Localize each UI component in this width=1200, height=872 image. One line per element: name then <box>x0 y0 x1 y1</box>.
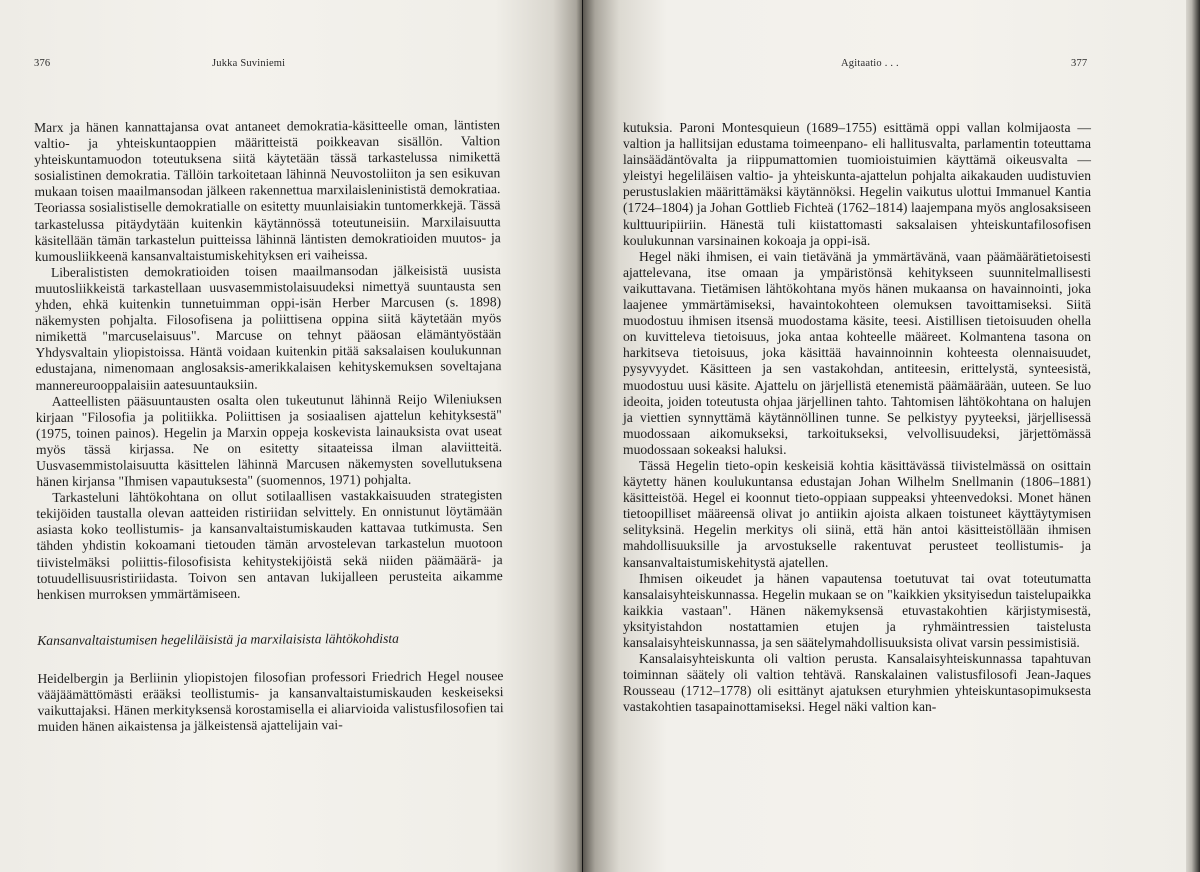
paragraph: Kansalaisyhteiskunta oli valtion perusta. Kansalaisyhteiskunnassa tapahtuvan toiminnan säätely oli valtion tehtävä. Ranskalainen valistusfilosofi Jean-Jaques Rousseau (1712–1778) oli esittänyt ajatuksen eturyhmien yhteiskuntasopimuksesta vastakohtien tasapainottamiseksi. Hegel näki valtion kan- <box>623 651 1091 715</box>
paragraph: kutuksia. Paroni Montesquieun (1689–1755) esittämä oppi vallan kolmijaosta — valtion ja hallitsijan edustama toimeenpano- eli hallitusvalta, parlamentin toteuttama lainsäädäntövalta ja riippumattomien tuomioistuimien käyttämä oikeusvalta — yleistyi hegeliläisen valtio- ja yhteiskunta-ajattelun pohjalta aikakauden uudistuvien perustuslakien määrittämäksi käytännöksi. Hegelin vaikutus ulottui Immanuel Kantia (1724–1804) ja Johan Gottlieb Fichteä (1762–1814) laajempana myös anglosaksiseen kulttuuripiiriin. Hänestä tuli kiistattomasti saksalaisen yhteiskuntafilosofisen koulukunnan varsinainen kokoaja ja oppi-isä. <box>623 120 1091 248</box>
paragraph: Tarkasteluni lähtökohtana on ollut sotilaallisen vastakkaisuuden strategisten tekijöiden taustalla olevan aatteiden ristiriidan selvittely. En onnistunut löytämään asiasta koko teollistumis- ja kansanvaltaistumiskauden kattavaa tutkimusta. Sen tähden yhdistin kokoamani tietouden tämän arvostelevan tarkastelun muotoon tiivistelmäksi poliittis-filosofisista kehitystekijöistä sekä niiden päämäärä- ja totuudellisuusristiriidasta. Toivon sen antavan lukijalleen perusteita aikamme henkisen murroksen ymmärtämiseen. <box>36 487 503 602</box>
right-running-head: Agitaatio . . . <box>841 58 899 69</box>
paragraph: Ihmisen oikeudet ja hänen vapautensa toetutuvat tai ovat toteutumatta kansalaisyhteiskunnassa. Hegelin mukaan se on "kaikkien yksityisedun taistelupaikka kaikkia vastaan". Hänen näkemyksensä etuvastakohtien kärjistymisestä, yksityistahdon nostattamien etujen ja ryhmäintressien taistelusta kansalaisyhteiskunnassa, ja sen säätelymahdollisuuksista olivat varsin pessimistisiä. <box>623 570 1091 650</box>
right-page-body <box>623 120 1091 715</box>
book-edge <box>1186 0 1200 872</box>
paragraph: Marx ja hänen kannattajansa ovat antaneet demokratia-käsitteelle oman, läntisten valtio- ja yhteiskuntaoppien määritteistä poikkeavan sisällön. Valtion yhteiskuntamuodon toteutuksena siitä käytetään tässä tarkastelussa nimikettä sosialistinen demokratia. Tällöin tarkoitetaan lähinnä Neuvostoliiton ja sen esikuvan mukaan toisen maailmansodan jälkeen rakennettua marxilaisleninististä demokratiaa. Teoriassa sosialistiselle demokratialle on esitetty muunlaisiakin tuntomerkkejä. Tässä tarkastelussa pitäydytään kuitenkin käytännössä toteutuneisiin. Marxilaisuutta käsitellään tämän tarkastelun puitteissa lähinnä läntisten demokratioiden muutos- ja kumousliikkeenä kansanvaltaistumiskehityksen eri vaiheissa. <box>34 117 501 264</box>
left-page-number: 376 <box>34 58 51 69</box>
paragraph: Liberalististen demokratioiden toisen maailmansodan jälkeisistä uusista muutosliikkeistä tarkastellaan uusvasemmistolaisuudeksi nimettyä suuntausta sen yhden, ehkä kuitenkin tunnetuimman oppi-isän Herber Marcusen (s. 1898) näkemysten pohjalta. Filosofisena ja poliittisena oppina siitä käytetään myös nimikettä "marcuselaisuus". Marcuse on tehnyt pääosan elämäntyöstään Yhdysvaltain yliopistoissa. Häntä voidaan kuitenkin pitää saksalaisen koulukunnan edustajana, nimenomaan anglosaksis-amerikkalaisen kehityskemuksen soveltajana mannereurooppalaisiin aatesuuntauksiin. <box>34 261 502 393</box>
paragraph: Heidelbergin ja Berliinin yliopistojen filosofian professori Friedrich Hegel nousee vääjäämättömästi erääksi teollistumis- ja kansanvaltaistumiskauden keskeiseksi vaikuttajaksi. Hänen merkityksensä korostamisella ei aliarvioida valistusfilosofien tai muiden hänen aikaistensa ja jälkeistensä ajattelijain vai- <box>37 668 504 735</box>
right-page <box>583 0 1186 872</box>
section-heading: Kansanvaltaistumisen hegeliläisistä ja marxilaisista lähtökohdista <box>37 630 399 648</box>
paragraph: Aatteellisten pääsuuntausten osalta olen tukeutunut lähinnä Reijo Wileniuksen kirjaan "Filosofia ja politiikka. Poliittisen ja sosiaalisen ajattelun kehityksestä" (1975, toinen painos). Hegelin ja Marxin oppeja koskevista lainauksista ovat useat myös tässä kirjassa. Ne on esitetty sitaateissa ilman alaviitteitä. Uusvasemmistolaisuutta käsittelen lähinnä Marcusen näkemysten sovellutuksena hänen kirjansa "Ihmisen vapautuksesta" (suomennos, 1971) pohjalta. <box>35 390 503 490</box>
paragraph: Tässä Hegelin tieto-opin keskeisiä kohtia käsittävässä tiivistelmässä on osittain käytetty hänen koulukuntansa edustajan Johan Wilhelm Snellmanin (1806–1881) käsitteistöä. Hegel ei koonnut tieto-oppiaan suppeaksi yhteenvedoksi. Monet hänen tietoopilliset määreensä olivat jo antiikin ajoista alkaen toistuneet käyttäytymisen selityksinä. Hegelin merkitys oli siinä, että hän antoi käsitteistöllään ihmisen mahdollisuuksille ja arvostukselle rakentuvat perusteet teollistumis- ja kansanvaltaistumiskehitystä ajatellen. <box>623 457 1091 570</box>
left-page <box>0 0 582 872</box>
paragraph: Hegel näki ihmisen, ei vain tietävänä ja ymmärtävänä, vaan päämäärätietoisesti ajattelevana, itse omaan ja ympäristönsä kehitykseen suunnitelmallisesti vaikuttavana. Tietämisen lähtökohtana myös hänen mukaansa on havainnointi, joka laajenee ymmärtämiseksi, havaintokohteen olemuksen tavoittamiseksi. Siitä muodostuu ihmisen itsensä muodostama käsite, teesi. Aistillisen tietoisuuden ohella on kuvitteleva tietoisuus, joka antaa kohteelle määreet. Kolmantena tasona on harkitseva tietoisuus, joka käsittää havainnoinnin kohteesta olennaisuudet, pysyvyydet. Käsitteen ja sen vastakohdan, antiteesin, erittelystä, synteesistä, muodostuu uusi käsite. Ajattelu on järjellistä etenemistä päämäärään, uuteen. Se luo ideoita, joiden toteutusta ohjaa järjellinen tahto. Tahtomisen lähtökohtana on halujen ja viettien synnyttämä käytännöllinen tunne. Se pelkistyy pyyteeksi, järjellisessä muodossaan aikomukseksi, tarkoitukseksi, velvollisuudeksi, järjettömässä muodossaan sokeaksi haluksi. <box>623 248 1091 457</box>
right-page-number: 377 <box>1071 58 1088 69</box>
left-page-body <box>34 117 504 735</box>
left-running-head: Jukka Suviniemi <box>212 58 286 69</box>
